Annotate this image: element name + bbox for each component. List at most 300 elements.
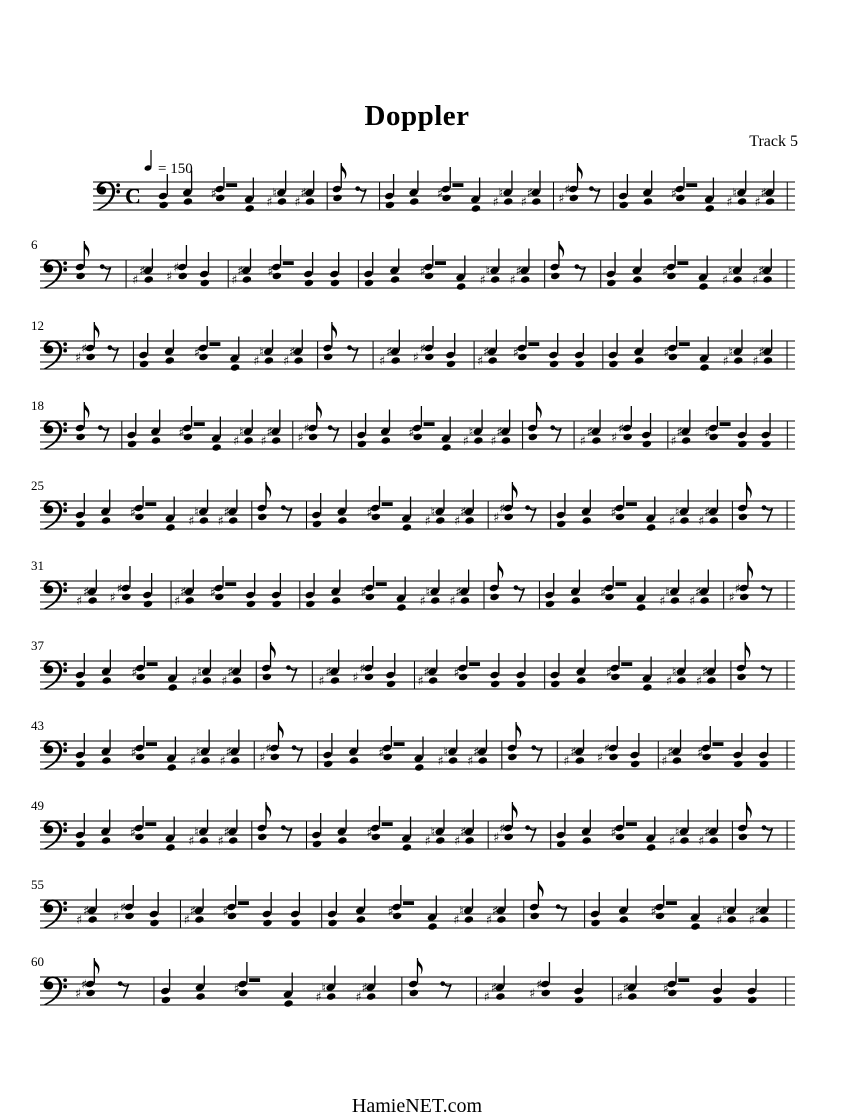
- natural-accidental-icon: ♮: [238, 423, 244, 439]
- sharp-accidental-icon: ♯: [217, 512, 224, 528]
- notehead: [262, 673, 272, 682]
- eighth-rest-icon: [550, 425, 555, 430]
- notehead: [555, 511, 565, 520]
- notehead: [200, 756, 210, 765]
- sharp-accidental-icon: ♯: [189, 902, 196, 918]
- note-chord: [378, 726, 405, 761]
- sharp-accidental-icon: ♯: [716, 911, 723, 927]
- bass-clef-icon: [63, 342, 67, 346]
- sharp-accidental-icon: ♯: [758, 343, 765, 359]
- sharp-accidental-icon: ♯: [526, 184, 533, 200]
- notehead: [75, 272, 85, 281]
- note-chord: [130, 486, 157, 521]
- notehead: [311, 511, 321, 520]
- notehead: [632, 275, 642, 284]
- note-chord: [167, 657, 178, 692]
- bass-clef-icon: [116, 190, 120, 194]
- note-chord: [329, 252, 340, 287]
- sharp-accidental-icon: ♯: [183, 911, 190, 927]
- notehead: [326, 992, 336, 1001]
- eighth-flag-icon: [94, 322, 99, 339]
- note-chord: [262, 892, 273, 927]
- note-chord: [199, 252, 210, 287]
- notehead: [636, 603, 646, 612]
- note-chord: [158, 174, 169, 209]
- piece-title: Doppler: [364, 100, 470, 132]
- sharp-accidental-icon: ♯: [610, 429, 618, 445]
- notehead: [737, 504, 747, 513]
- note-chord: [355, 889, 366, 924]
- tremolo-beam: [626, 822, 637, 826]
- notehead: [271, 591, 281, 600]
- tremolo-beam: [145, 502, 156, 506]
- note-chord: [385, 653, 396, 688]
- sharp-accidental-icon: ♯: [227, 663, 234, 679]
- note-chord: [337, 490, 348, 525]
- note-chord: [271, 573, 282, 608]
- notehead: [322, 751, 332, 760]
- notehead: [363, 270, 373, 279]
- note-chord: [101, 730, 112, 765]
- notehead: [396, 603, 406, 612]
- sharp-accidental-icon: ♯: [109, 589, 116, 605]
- sharp-accidental-icon: ♯: [670, 432, 677, 448]
- notehead: [619, 915, 629, 924]
- notehead: [515, 671, 525, 680]
- notehead: [161, 996, 171, 1005]
- sharp-accidental-icon: ♯: [237, 262, 244, 278]
- sharp-accidental-icon: ♯: [75, 985, 82, 1001]
- notehead: [489, 593, 499, 602]
- notehead: [471, 204, 481, 213]
- notehead: [356, 915, 366, 924]
- note-chord: [581, 810, 592, 845]
- notehead: [590, 910, 600, 919]
- notehead: [327, 910, 337, 919]
- natural-accidental-icon: ♮: [443, 743, 448, 759]
- tremolo-beam: [720, 422, 731, 426]
- notehead: [101, 836, 111, 845]
- eighth-rest-icon: [286, 665, 291, 670]
- tremolo-beam: [677, 261, 688, 265]
- sharp-accidental-icon: ♯: [75, 349, 82, 365]
- sharp-accidental-icon: ♯: [701, 663, 708, 679]
- notehead: [329, 270, 339, 279]
- note-chord: [414, 737, 425, 772]
- note-chord: [337, 810, 348, 845]
- eighth-flag-icon: [417, 958, 422, 975]
- sharp-accidental-icon: ♯: [704, 503, 711, 519]
- eighth-flag-icon: [317, 402, 322, 419]
- natural-accidental-icon: ♮: [272, 184, 277, 200]
- tremolo-beam: [145, 822, 156, 826]
- notehead: [574, 996, 584, 1005]
- sharp-accidental-icon: ♯: [499, 820, 506, 836]
- notehead: [257, 513, 267, 522]
- sharp-accidental-icon: ♯: [423, 663, 430, 679]
- notehead: [550, 671, 560, 680]
- note-chord: [408, 171, 419, 206]
- sharp-accidental-icon: ♯: [496, 423, 503, 439]
- sharp-accidental-icon: ♯: [734, 580, 741, 596]
- sharp-accidental-icon: ♯: [453, 664, 460, 680]
- note-chord: [305, 573, 316, 608]
- sharp-accidental-icon: ♯: [515, 262, 522, 278]
- measure-number: 6: [31, 237, 38, 252]
- notehead: [75, 263, 85, 272]
- note-chord: [164, 330, 175, 365]
- sharp-accidental-icon: ♯: [721, 271, 728, 287]
- note-chord: [574, 333, 585, 368]
- notehead: [199, 836, 209, 845]
- sharp-accidental-icon: ♯: [210, 185, 217, 201]
- note-chord: [712, 969, 723, 1004]
- track-label: Track 5: [749, 133, 798, 150]
- notehead: [330, 279, 340, 288]
- tremolo-beam: [283, 261, 294, 265]
- sharp-accidental-icon: ♯: [622, 979, 629, 995]
- eighth-flag-icon: [512, 482, 517, 499]
- notehead: [448, 756, 458, 765]
- notehead: [356, 431, 366, 440]
- note-chord: [704, 178, 715, 213]
- natural-accidental-icon: ♮: [425, 583, 431, 599]
- note-chord: [211, 417, 222, 452]
- notehead: [576, 676, 586, 685]
- tempo-marking: [144, 150, 193, 177]
- sharp-accidental-icon: ♯: [282, 352, 290, 368]
- sharp-accidental-icon: ♯: [453, 911, 460, 927]
- notehead: [761, 431, 771, 440]
- notehead: [202, 676, 212, 685]
- measure-number: 25: [31, 478, 44, 493]
- sharp-accidental-icon: ♯: [180, 583, 187, 599]
- natural-accidental-icon: ♮: [259, 343, 264, 359]
- sharp-accidental-icon: ♯: [266, 193, 273, 209]
- note-chord: [100, 810, 111, 845]
- notehead: [75, 511, 85, 520]
- note-chord: [234, 962, 260, 997]
- sharp-accidental-icon: ♯: [223, 503, 230, 519]
- eighth-flag-icon: [537, 402, 542, 419]
- eighth-rest-icon: [574, 264, 579, 269]
- note-chord: [244, 178, 255, 213]
- measure-number: 49: [31, 798, 44, 813]
- sharp-accidental-icon: ♯: [491, 902, 498, 918]
- notehead: [390, 275, 400, 284]
- notehead: [573, 987, 583, 996]
- sharp-accidental-icon: ♯: [419, 592, 426, 608]
- notehead: [149, 910, 159, 919]
- sharp-accidental-icon: ♯: [483, 988, 490, 1004]
- notehead: [75, 751, 85, 760]
- note-chord: [606, 646, 633, 681]
- tremolo-beam: [621, 662, 632, 666]
- measure-number: 31: [31, 558, 44, 573]
- note-chord: [611, 406, 633, 444]
- natural-accidental-icon: ♮: [194, 823, 199, 839]
- tremolo-beam: [382, 502, 393, 506]
- sharp-accidental-icon: ♯: [76, 911, 83, 927]
- sharp-accidental-icon: ♯: [459, 503, 467, 519]
- eighth-flag-icon: [332, 322, 337, 339]
- notehead: [698, 282, 708, 291]
- note-chord: [259, 722, 284, 764]
- note-chord: [110, 566, 132, 604]
- sharp-accidental-icon: ♯: [462, 432, 469, 448]
- sharp-accidental-icon: ♯: [81, 340, 88, 356]
- notehead: [528, 433, 538, 442]
- sharp-accidental-icon: ♯: [232, 432, 240, 448]
- notehead: [149, 919, 159, 928]
- note-chord: [330, 570, 341, 605]
- eighth-rest-icon: [328, 425, 333, 430]
- notehead: [690, 922, 700, 931]
- notehead: [507, 753, 517, 762]
- sharp-accidental-icon: ♯: [661, 263, 668, 279]
- eighth-flag-icon: [84, 402, 89, 419]
- note-chord: [222, 885, 249, 920]
- sharp-accidental-icon: ♯: [417, 672, 424, 688]
- note-chord: [75, 813, 86, 848]
- eighth-rest-icon: [108, 345, 113, 350]
- sharp-accidental-icon: ♯: [492, 193, 499, 209]
- note-chord: [75, 653, 86, 688]
- sharp-accidental-icon: ♯: [529, 985, 536, 1001]
- bass-clef-icon: [63, 349, 67, 353]
- notehead: [712, 996, 722, 1005]
- sharp-accidental-icon: ♯: [659, 592, 666, 608]
- eighth-rest-icon: [761, 585, 766, 590]
- eighth-rest-icon: [292, 745, 297, 750]
- eighth-rest-icon: [355, 186, 360, 191]
- sharp-accidental-icon: ♯: [379, 352, 386, 368]
- note-chord: [165, 817, 176, 852]
- sharp-accidental-icon: ♯: [81, 976, 88, 992]
- notehead: [738, 513, 748, 522]
- sharp-accidental-icon: ♯: [661, 752, 668, 768]
- note-chord: [267, 245, 294, 280]
- bass-clef-icon: [63, 261, 67, 265]
- eighth-rest-icon: [556, 904, 561, 909]
- eighth-flag-icon: [538, 881, 543, 898]
- natural-accidental-icon: ♮: [727, 262, 733, 278]
- notehead: [529, 903, 539, 912]
- sharp-accidental-icon: ♯: [352, 669, 359, 685]
- notehead: [75, 840, 85, 849]
- notehead: [101, 676, 111, 685]
- notehead: [312, 840, 322, 849]
- natural-accidental-icon: ♮: [498, 184, 504, 200]
- sharp-accidental-icon: ♯: [670, 185, 677, 201]
- note-chord: [645, 497, 656, 532]
- sharp-accidental-icon: ♯: [650, 903, 657, 919]
- sharp-accidental-icon: ♯: [139, 262, 146, 278]
- eighth-rest-icon: [281, 825, 286, 830]
- notehead: [322, 344, 332, 353]
- sharp-accidental-icon: ♯: [616, 988, 623, 1004]
- notehead: [581, 836, 591, 845]
- notehead: [435, 516, 445, 525]
- eighth-rest-icon: [531, 745, 536, 750]
- notehead: [75, 831, 85, 840]
- notehead: [305, 591, 315, 600]
- note-chord: [150, 410, 161, 445]
- notehead: [332, 194, 342, 203]
- note-chord: [100, 490, 111, 525]
- sharp-accidental-icon: ♯: [698, 832, 705, 848]
- eighth-rest-icon: [525, 505, 530, 510]
- notehead: [618, 192, 628, 201]
- note-chord: [366, 486, 393, 521]
- notehead: [277, 197, 287, 206]
- eighth-rest-icon: [98, 425, 103, 430]
- tremolo-beam: [394, 742, 405, 746]
- notehead: [676, 676, 686, 685]
- note-chord: [573, 969, 584, 1004]
- bass-clef-icon: [116, 183, 120, 187]
- note-chord: [489, 653, 500, 688]
- sharp-accidental-icon: ♯: [424, 512, 431, 528]
- notehead: [530, 912, 540, 921]
- notehead: [244, 204, 254, 213]
- sharp-accidental-icon: ♯: [259, 749, 266, 765]
- note-chord: [290, 892, 301, 927]
- sharp-accidental-icon: ♯: [76, 592, 83, 608]
- eighth-rest-icon: [347, 345, 352, 350]
- eighth-flag-icon: [266, 802, 271, 819]
- notehead: [736, 664, 746, 673]
- measure-number: 43: [31, 718, 44, 733]
- notehead: [737, 824, 747, 833]
- notehead: [733, 760, 743, 769]
- notehead: [550, 680, 560, 689]
- note-chord: [303, 252, 314, 287]
- sharp-accidental-icon: ♯: [696, 744, 704, 760]
- bass-clef-icon: [63, 429, 67, 433]
- notehead: [737, 440, 747, 449]
- sharp-accidental-icon: ♯: [231, 271, 238, 287]
- note-chord: [455, 256, 466, 291]
- sharp-accidental-icon: ♯: [695, 672, 702, 688]
- sharp-accidental-icon: ♯: [665, 672, 672, 688]
- eighth-flag-icon: [512, 802, 517, 819]
- notehead: [261, 664, 271, 673]
- note-chord: [493, 802, 518, 844]
- notehead: [127, 440, 137, 449]
- notehead: [550, 272, 560, 281]
- notehead: [464, 915, 474, 924]
- sharp-accidental-icon: ♯: [570, 743, 577, 759]
- note-chord: [178, 406, 205, 441]
- notehead: [473, 436, 483, 445]
- eighth-flag-icon: [747, 482, 752, 499]
- sharp-accidental-icon: ♯: [253, 352, 260, 368]
- note-chord: [322, 733, 333, 768]
- bass-clef-icon: [63, 422, 67, 426]
- note-chord: [360, 566, 387, 601]
- tremolo-beam: [382, 822, 393, 826]
- notehead: [323, 353, 333, 362]
- natural-accidental-icon: ♮: [459, 902, 464, 918]
- note-chord: [396, 577, 407, 612]
- natural-accidental-icon: ♮: [430, 503, 436, 519]
- notehead: [634, 356, 644, 365]
- tremolo-beam: [615, 582, 626, 586]
- note-chord: [380, 410, 391, 445]
- notehead: [507, 744, 517, 753]
- bass-clef-icon: [63, 509, 67, 513]
- sharp-accidental-icon: ♯: [132, 271, 139, 287]
- sharp-accidental-icon: ♯: [173, 259, 180, 275]
- note-chord: [729, 562, 754, 604]
- notehead: [75, 433, 85, 442]
- notehead: [574, 351, 584, 360]
- sharp-accidental-icon: ♯: [558, 190, 565, 206]
- notehead: [384, 192, 394, 201]
- note-chord: [130, 806, 157, 841]
- note-chord: [641, 413, 652, 448]
- sharp-accidental-icon: ♯: [325, 663, 332, 679]
- note-chord: [690, 896, 701, 931]
- note-chord: [513, 326, 540, 361]
- notehead: [737, 431, 747, 440]
- note-chord: [194, 326, 221, 361]
- note-chord: [165, 497, 176, 532]
- eighth-flag-icon: [516, 722, 521, 739]
- sharp-accidental-icon: ♯: [483, 343, 490, 359]
- notehead: [304, 279, 314, 288]
- note-chord: [413, 326, 435, 364]
- eighth-rest-icon: [589, 186, 594, 191]
- sharp-accidental-icon: ♯: [610, 504, 617, 520]
- notehead: [160, 987, 170, 996]
- eighth-rest-icon: [100, 264, 105, 269]
- notehead: [441, 443, 451, 452]
- notehead: [705, 204, 715, 213]
- notehead: [489, 584, 499, 593]
- bass-clef-icon: [63, 742, 67, 746]
- tremolo-beam: [666, 901, 677, 905]
- notehead: [143, 600, 153, 609]
- tremolo-beam: [209, 342, 220, 346]
- eighth-rest-icon: [761, 665, 766, 670]
- notehead: [257, 504, 267, 513]
- tremolo-beam: [238, 901, 249, 905]
- tremolo-beam: [452, 183, 463, 187]
- notehead: [761, 440, 771, 449]
- sharp-accidental-icon: ♯: [265, 740, 272, 756]
- note-chord: [101, 650, 112, 685]
- note-chord: [600, 566, 627, 601]
- note-chord: [297, 402, 322, 444]
- natural-accidental-icon: ♮: [728, 343, 734, 359]
- notehead: [630, 760, 640, 769]
- notehead: [747, 996, 757, 1005]
- note-chord: [699, 337, 710, 372]
- notehead: [290, 910, 300, 919]
- tremolo-beam: [226, 183, 237, 187]
- sharp-accidental-icon: ♯: [509, 271, 516, 287]
- natural-accidental-icon: ♮: [671, 663, 677, 679]
- eighth-flag-icon: [266, 482, 271, 499]
- note-chord: [550, 653, 561, 688]
- sharp-accidental-icon: ♯: [453, 512, 461, 528]
- notehead: [327, 919, 337, 928]
- note-chord: [555, 813, 566, 848]
- note-chord: [408, 406, 435, 441]
- eighth-flag-icon: [279, 722, 284, 739]
